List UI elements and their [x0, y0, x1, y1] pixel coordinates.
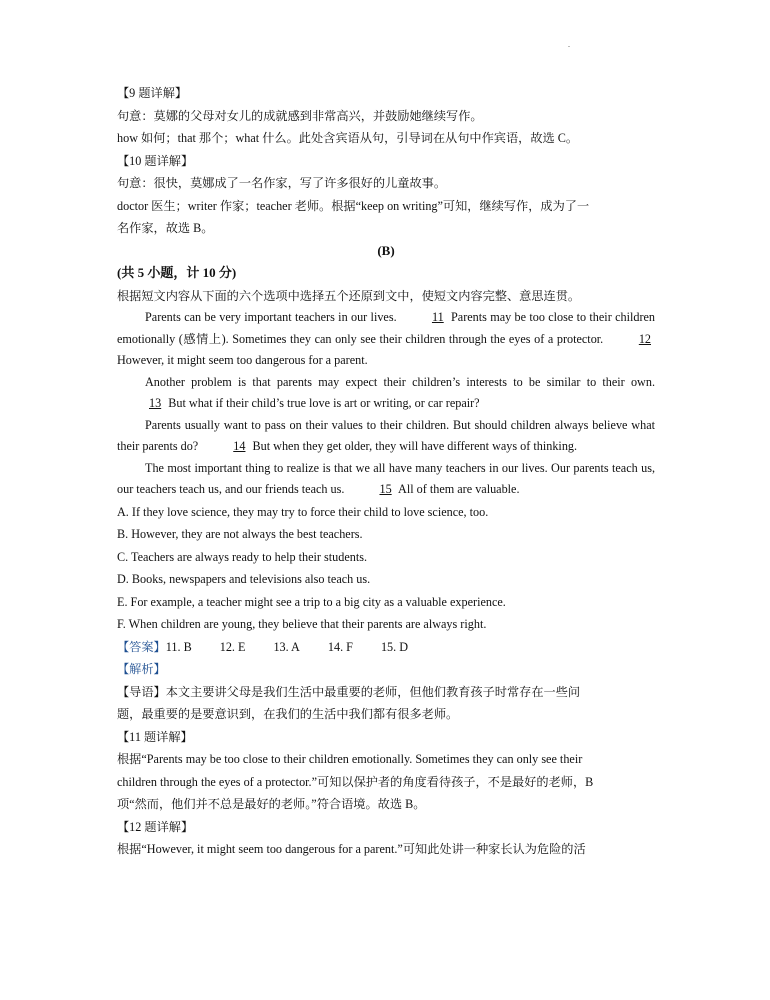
q11-line-2: children through the eyes of a protector.”可知以保护者的角度看待孩子，不是最好的老师，B	[117, 774, 594, 789]
q12-line-1: 根据“However, it might seem too dangerous for a parent.”可知此处讲一种家长认为危险的活	[117, 842, 586, 856]
passage-text: The most important thing to realize is that we all have many teachers in our lives. Our parents teach us, our teachers teach us, and our friends teach us.	[117, 460, 655, 496]
answer-label: 【答案】	[117, 639, 166, 654]
answer-row	[117, 636, 655, 659]
answer-item: 12. E	[219, 639, 246, 654]
passage-paragraph-1	[117, 307, 655, 372]
option-d: D. Books, newspapers and televisions also teach us.	[117, 572, 371, 586]
option-a: A. If they love science, they may try to force their child to love science, too.	[117, 504, 489, 519]
passage-text: But when they get older, they will have different ways of thinking.	[249, 439, 578, 453]
passage-text: Another problem is that parents may expect their children’s interests to be similar to their own.	[145, 374, 655, 389]
q9-analysis: how 如何；that 那个；what 什么。此处含宾语从句，引导词在从句中作宾语，故选 C。	[117, 131, 579, 145]
option-e: E. For example, a teacher might see a trip to a big city as a valuable experience.	[117, 594, 506, 609]
q10-analysis-2: 名作家，故选 B。	[117, 221, 214, 235]
intro-label: 【导语】	[117, 684, 166, 699]
q10-header: 【10 题详解】	[117, 153, 194, 168]
blank-11: 11	[431, 310, 444, 324]
passage-text: Parents can be very important teachers in our lives.	[145, 310, 400, 324]
passage-paragraph-4	[117, 458, 655, 501]
intro-line-2: 题，最重要的是要意识到，在我们的生活中我们都有很多老师。	[117, 707, 459, 721]
passage-paragraph-2	[117, 372, 655, 415]
passage-text: All of them are valuable.	[395, 482, 520, 496]
document-page	[117, 82, 655, 861]
analysis-label: 【解析】	[117, 662, 166, 676]
option-f: F. When children are young, they believe that their parents are always right.	[117, 617, 487, 631]
q11-header: 【11 题详解】	[117, 729, 193, 744]
intro-text: 本文主要讲父母是我们生活中最重要的老师，但他们教育孩子时常存在一些问	[165, 684, 581, 699]
answer-item: 13. A	[273, 639, 300, 654]
q10-analysis-1: doctor 医生；writer 作家；teacher 老师。根据“keep on writing”可知，继续写作，成为了一	[117, 198, 590, 213]
blank-14: 14	[233, 439, 246, 453]
section-instruction: 根据短文内容从下面的六个选项中选择五个还原到文中，使短文内容完整、意思连贯。	[117, 288, 581, 303]
blank-15: 15	[379, 482, 392, 496]
q11-line-3: 项“然而，他们并不总是最好的老师。”符合语境。故选 B。	[117, 797, 426, 811]
q10-sentence: 句意：很快，莫娜成了一名作家，写了许多很好的儿童故事。	[117, 176, 447, 190]
section-title: (B)	[377, 242, 395, 258]
q9-header: 【9 题详解】	[117, 86, 188, 100]
blank-12: 12	[638, 331, 651, 346]
passage-text: However, it might seem too dangerous for a parent.	[117, 353, 368, 367]
option-c: C. Teachers are always ready to help their students.	[117, 549, 368, 564]
answer-item: 14. F	[327, 639, 353, 654]
passage-text: But what if their child’s true love is art or writing, or car repair?	[165, 396, 480, 410]
passage-text: Parents usually want to pass on their values to their children. But should children always believe what their parents do?	[117, 417, 655, 453]
answer-item: 11. B	[165, 639, 192, 654]
passage-paragraph-3	[117, 415, 655, 458]
answer-item: 15. D	[380, 639, 409, 654]
scan-mark	[568, 46, 570, 47]
passage-text: Parents may be too close to their children emotionally (感情上). Sometimes they can only see their children through the eyes of a protector.	[117, 310, 656, 346]
section-subtitle: (共 5 小题，计 10 分)	[117, 265, 237, 280]
blank-13: 13	[149, 396, 162, 410]
q11-line-1: 根据“Parents may be too close to their children emotionally. Sometimes they can only see their	[117, 752, 583, 766]
q9-sentence: 句意：莫娜的父母对女儿的成就感到非常高兴，并鼓励她继续写作。	[117, 108, 483, 123]
intro-line-1	[117, 681, 655, 704]
q12-header: 【12 题详解】	[117, 819, 194, 834]
option-b: B. However, they are not always the best teachers.	[117, 527, 363, 541]
